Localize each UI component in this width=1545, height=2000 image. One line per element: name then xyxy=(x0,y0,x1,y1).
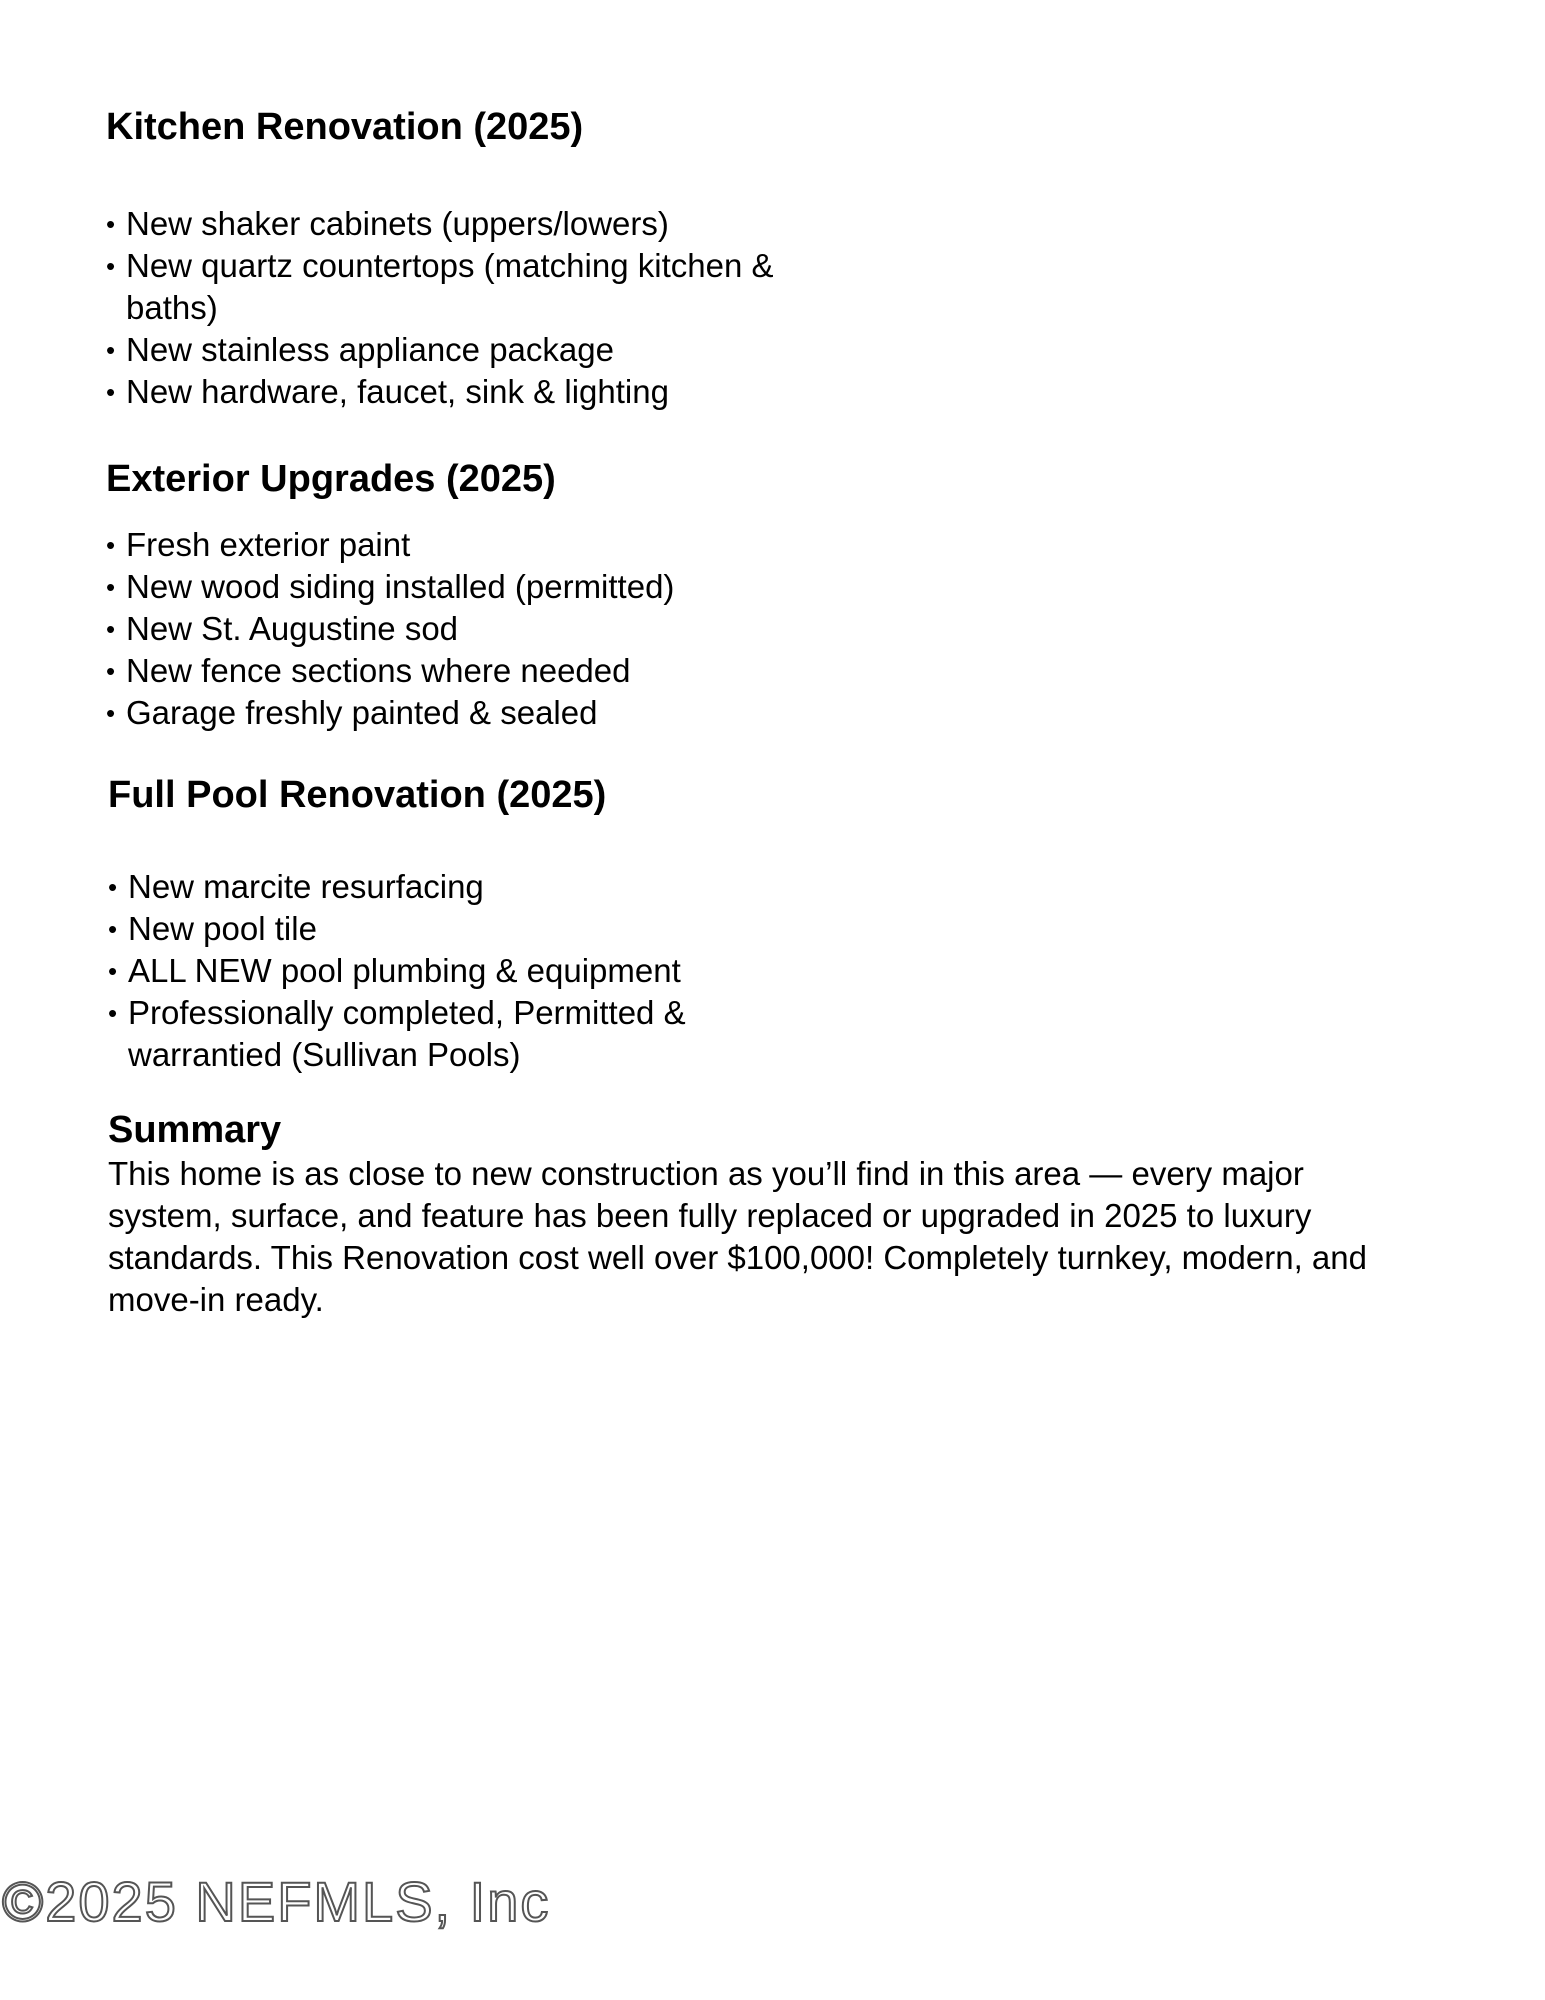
list-item: • New marcite resurfacing xyxy=(108,866,748,908)
exterior-upgrades-list xyxy=(106,524,866,734)
bullet-icon: • xyxy=(106,572,116,602)
list-item: • New wood siding installed (permitted) xyxy=(106,566,866,608)
pool-renovation-heading: Full Pool Renovation (2025) xyxy=(108,774,607,816)
bullet-icon: • xyxy=(108,956,118,986)
bullet-icon: • xyxy=(106,530,116,560)
summary-paragraph: This home is as close to new construction as you’ll find in this area — every major system, surface, and feature has been fully replaced or upgraded in 2025 to luxury standards. This Renovation cost well over $100,000! Completely turnkey, modern, and move-in ready. xyxy=(108,1155,1367,1318)
bullet-icon: • xyxy=(108,914,118,944)
bullet-icon: • xyxy=(106,614,116,644)
bullet-icon: • xyxy=(106,698,116,728)
exterior-upgrades-heading: Exterior Upgrades (2025) xyxy=(106,458,556,500)
list-item: • New St. Augustine sod xyxy=(106,608,866,650)
summary-heading: Summary xyxy=(108,1109,282,1151)
kitchen-renovation-list xyxy=(106,203,826,413)
bullet-icon: • xyxy=(106,335,116,365)
bullet-icon: • xyxy=(108,872,118,902)
bullet-icon: • xyxy=(106,251,116,281)
list-item: • New hardware, faucet, sink & lighting xyxy=(106,371,826,413)
list-item: • New stainless appliance package xyxy=(106,329,826,371)
list-item: • New pool tile xyxy=(108,908,748,950)
bullet-icon: • xyxy=(106,377,116,407)
bullet-icon: • xyxy=(106,209,116,239)
list-item: • New fence sections where needed xyxy=(106,650,866,692)
list-item: • Professionally completed, Permitted & warrantied (Sullivan Pools) xyxy=(108,994,686,1073)
list-item: • Garage freshly painted & sealed xyxy=(106,692,866,734)
bullet-icon: • xyxy=(106,656,116,686)
list-item: • ALL NEW pool plumbing & equipment xyxy=(108,950,748,992)
pool-renovation-list xyxy=(108,866,748,1076)
bullet-icon: • xyxy=(108,998,118,1028)
list-item: • New quartz countertops (matching kitchen & baths) xyxy=(106,247,774,326)
copyright-watermark: ©2025 NEFMLS, Inc xyxy=(2,1870,551,1933)
list-item: • New shaker cabinets (uppers/lowers) xyxy=(106,203,826,245)
list-item: • Fresh exterior paint xyxy=(106,524,866,566)
kitchen-renovation-heading: Kitchen Renovation (2025) xyxy=(106,106,584,148)
